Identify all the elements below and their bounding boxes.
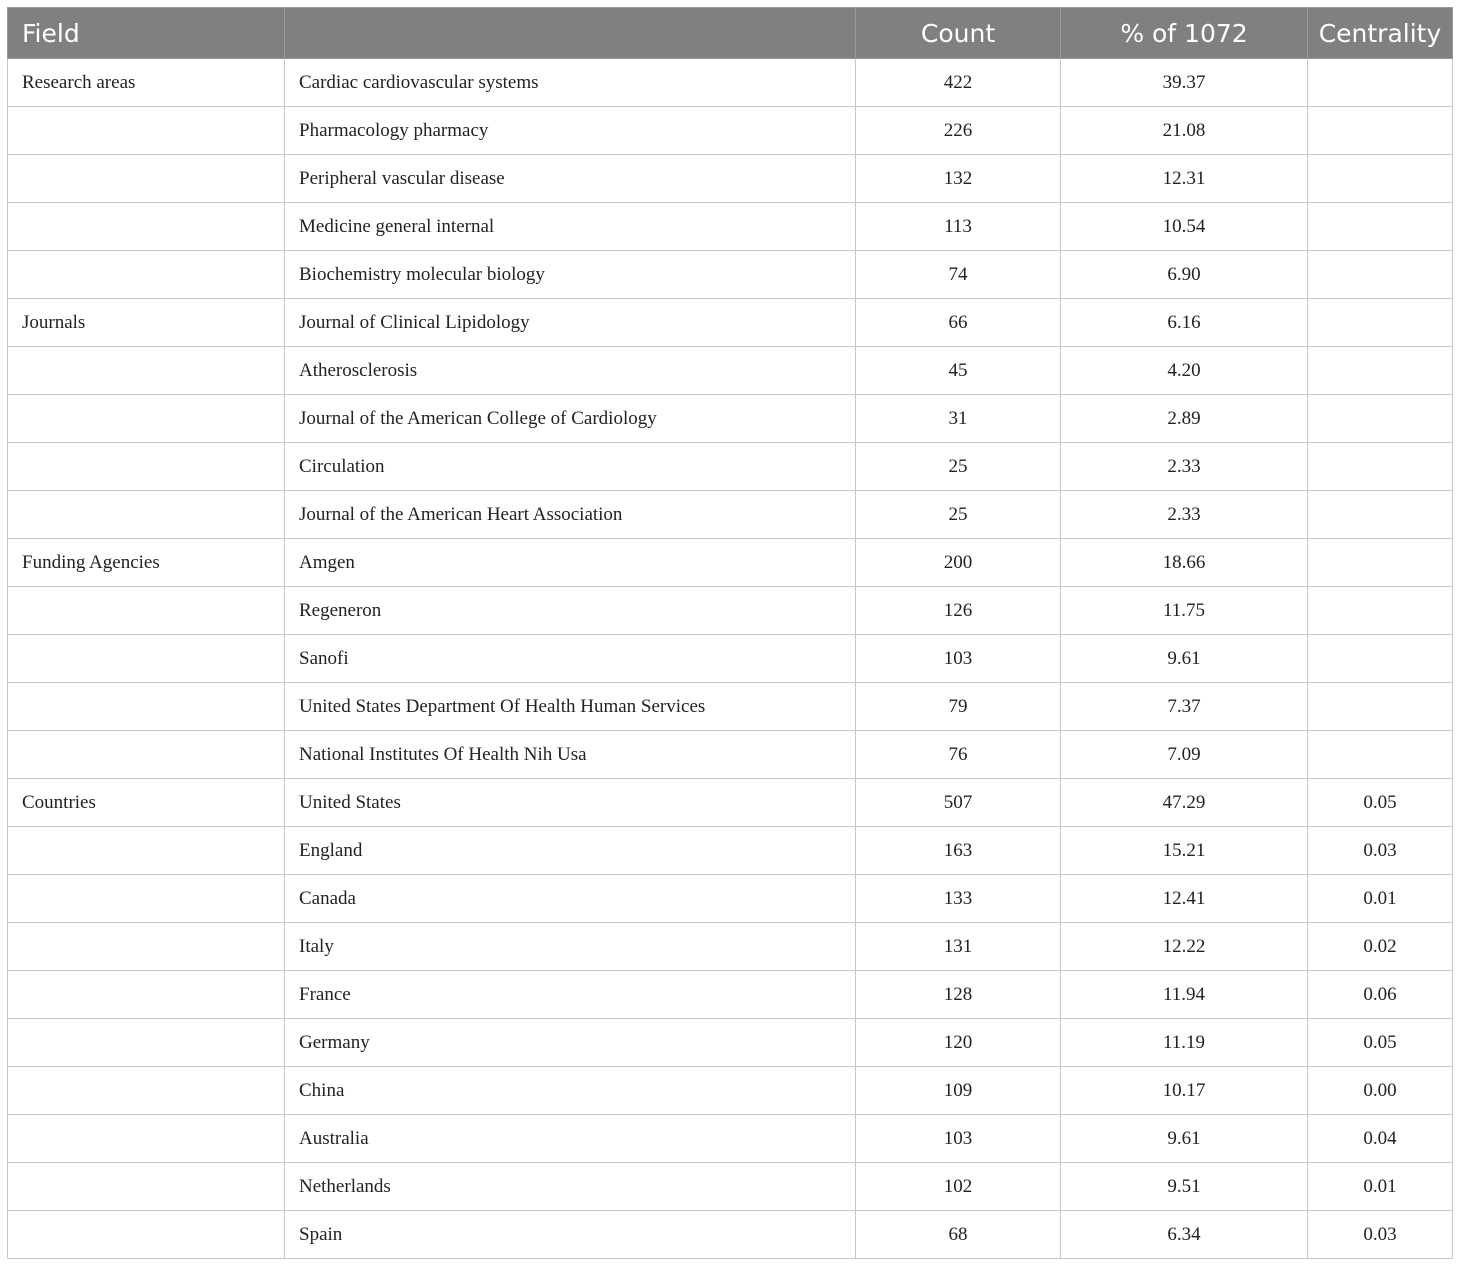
cell-field [8,251,285,299]
cell-item: Regeneron [285,587,856,635]
cell-item: England [285,827,856,875]
cell-centrality [1308,731,1453,779]
cell-percent: 15.21 [1061,827,1308,875]
cell-item: Amgen [285,539,856,587]
cell-count: 68 [856,1211,1061,1259]
cell-centrality: 0.04 [1308,1115,1453,1163]
cell-item: Medicine general internal [285,203,856,251]
cell-item: Biochemistry molecular biology [285,251,856,299]
cell-count: 507 [856,779,1061,827]
table-row [8,635,1453,683]
cell-field [8,203,285,251]
cell-field [8,1211,285,1259]
cell-count: 25 [856,443,1061,491]
cell-centrality [1308,539,1453,587]
cell-percent: 10.54 [1061,203,1308,251]
table-row [8,251,1453,299]
cell-count: 76 [856,731,1061,779]
cell-percent: 4.20 [1061,347,1308,395]
cell-percent: 12.22 [1061,923,1308,971]
cell-centrality [1308,251,1453,299]
cell-item: Cardiac cardiovascular systems [285,59,856,107]
cell-count: 133 [856,875,1061,923]
cell-item: Journal of the American Heart Association [285,491,856,539]
cell-centrality [1308,587,1453,635]
cell-field [8,827,285,875]
cell-field [8,875,285,923]
cell-item: Atherosclerosis [285,347,856,395]
cell-centrality: 0.01 [1308,1163,1453,1211]
cell-count: 31 [856,395,1061,443]
cell-centrality [1308,107,1453,155]
cell-percent: 18.66 [1061,539,1308,587]
table-row [8,923,1453,971]
cell-count: 74 [856,251,1061,299]
table-row [8,1115,1453,1163]
table-row [8,827,1453,875]
cell-field: Countries [8,779,285,827]
cell-field [8,635,285,683]
cell-count: 128 [856,971,1061,1019]
cell-field [8,971,285,1019]
cell-percent: 12.41 [1061,875,1308,923]
cell-field [8,1163,285,1211]
table-row [8,59,1453,107]
table-row [8,971,1453,1019]
cell-item: National Institutes Of Health Nih Usa [285,731,856,779]
cell-field [8,731,285,779]
table-row [8,491,1453,539]
cell-centrality [1308,347,1453,395]
cell-field [8,1067,285,1115]
cell-centrality [1308,395,1453,443]
cell-centrality: 0.06 [1308,971,1453,1019]
cell-percent: 2.33 [1061,491,1308,539]
cell-field [8,587,285,635]
cell-item: France [285,971,856,1019]
cell-centrality [1308,59,1453,107]
cell-percent: 9.51 [1061,1163,1308,1211]
cell-percent: 47.29 [1061,779,1308,827]
cell-count: 422 [856,59,1061,107]
cell-centrality: 0.05 [1308,779,1453,827]
cell-field [8,395,285,443]
cell-count: 226 [856,107,1061,155]
cell-percent: 2.89 [1061,395,1308,443]
cell-count: 131 [856,923,1061,971]
cell-item: Pharmacology pharmacy [285,107,856,155]
cell-item: Peripheral vascular disease [285,155,856,203]
cell-item: Italy [285,923,856,971]
table-row [8,1163,1453,1211]
cell-count: 120 [856,1019,1061,1067]
table-header [8,8,1453,59]
cell-item: Journal of Clinical Lipidology [285,299,856,347]
cell-centrality: 0.02 [1308,923,1453,971]
cell-field [8,1019,285,1067]
cell-item: Netherlands [285,1163,856,1211]
cell-count: 102 [856,1163,1061,1211]
cell-centrality: 0.05 [1308,1019,1453,1067]
cell-percent: 11.19 [1061,1019,1308,1067]
table-row [8,779,1453,827]
table-row [8,395,1453,443]
cell-field [8,155,285,203]
cell-field [8,347,285,395]
cell-count: 25 [856,491,1061,539]
table-row [8,443,1453,491]
table-row [8,155,1453,203]
cell-percent: 6.16 [1061,299,1308,347]
cell-field [8,107,285,155]
cell-percent: 9.61 [1061,1115,1308,1163]
cell-percent: 2.33 [1061,443,1308,491]
cell-field [8,491,285,539]
cell-count: 66 [856,299,1061,347]
table-row [8,107,1453,155]
cell-item: China [285,1067,856,1115]
cell-percent: 7.09 [1061,731,1308,779]
cell-centrality [1308,155,1453,203]
cell-percent: 11.94 [1061,971,1308,1019]
cell-item: Circulation [285,443,856,491]
cell-field [8,683,285,731]
cell-percent: 9.61 [1061,635,1308,683]
cell-percent: 6.90 [1061,251,1308,299]
cell-count: 109 [856,1067,1061,1115]
table-row [8,203,1453,251]
cell-item: Sanofi [285,635,856,683]
cell-count: 163 [856,827,1061,875]
cell-field: Funding Agencies [8,539,285,587]
data-table-container [7,7,1452,1259]
cell-item: United States Department Of Health Human Services [285,683,856,731]
cell-percent: 7.37 [1061,683,1308,731]
table-row [8,1211,1453,1259]
header-percent: % of 1072 [1061,8,1308,59]
table-row [8,731,1453,779]
cell-item: Canada [285,875,856,923]
table-row [8,587,1453,635]
cell-count: 103 [856,1115,1061,1163]
cell-percent: 39.37 [1061,59,1308,107]
cell-field [8,443,285,491]
cell-centrality: 0.00 [1308,1067,1453,1115]
bibliometric-table [7,7,1453,1259]
cell-centrality [1308,203,1453,251]
cell-percent: 6.34 [1061,1211,1308,1259]
cell-count: 103 [856,635,1061,683]
cell-item: Journal of the American College of Cardiology [285,395,856,443]
cell-count: 132 [856,155,1061,203]
cell-count: 45 [856,347,1061,395]
cell-field [8,923,285,971]
table-row [8,683,1453,731]
cell-percent: 21.08 [1061,107,1308,155]
table-row [8,299,1453,347]
cell-centrality [1308,299,1453,347]
cell-count: 113 [856,203,1061,251]
header-item [285,8,856,59]
header-row [8,8,1453,59]
cell-field: Research areas [8,59,285,107]
cell-centrality [1308,635,1453,683]
cell-field: Journals [8,299,285,347]
cell-centrality: 0.01 [1308,875,1453,923]
table-body [8,59,1453,1259]
cell-centrality [1308,443,1453,491]
table-row [8,875,1453,923]
header-count: Count [856,8,1061,59]
cell-percent: 10.17 [1061,1067,1308,1115]
cell-item: Australia [285,1115,856,1163]
table-row [8,539,1453,587]
cell-percent: 11.75 [1061,587,1308,635]
table-row [8,347,1453,395]
table-row [8,1019,1453,1067]
cell-percent: 12.31 [1061,155,1308,203]
cell-item: United States [285,779,856,827]
cell-item: Spain [285,1211,856,1259]
cell-centrality [1308,491,1453,539]
cell-centrality: 0.03 [1308,1211,1453,1259]
header-field: Field [8,8,285,59]
cell-count: 79 [856,683,1061,731]
cell-centrality: 0.03 [1308,827,1453,875]
cell-centrality [1308,683,1453,731]
cell-item: Germany [285,1019,856,1067]
table-row [8,1067,1453,1115]
header-centrality: Centrality [1308,8,1453,59]
cell-field [8,1115,285,1163]
cell-count: 126 [856,587,1061,635]
cell-count: 200 [856,539,1061,587]
